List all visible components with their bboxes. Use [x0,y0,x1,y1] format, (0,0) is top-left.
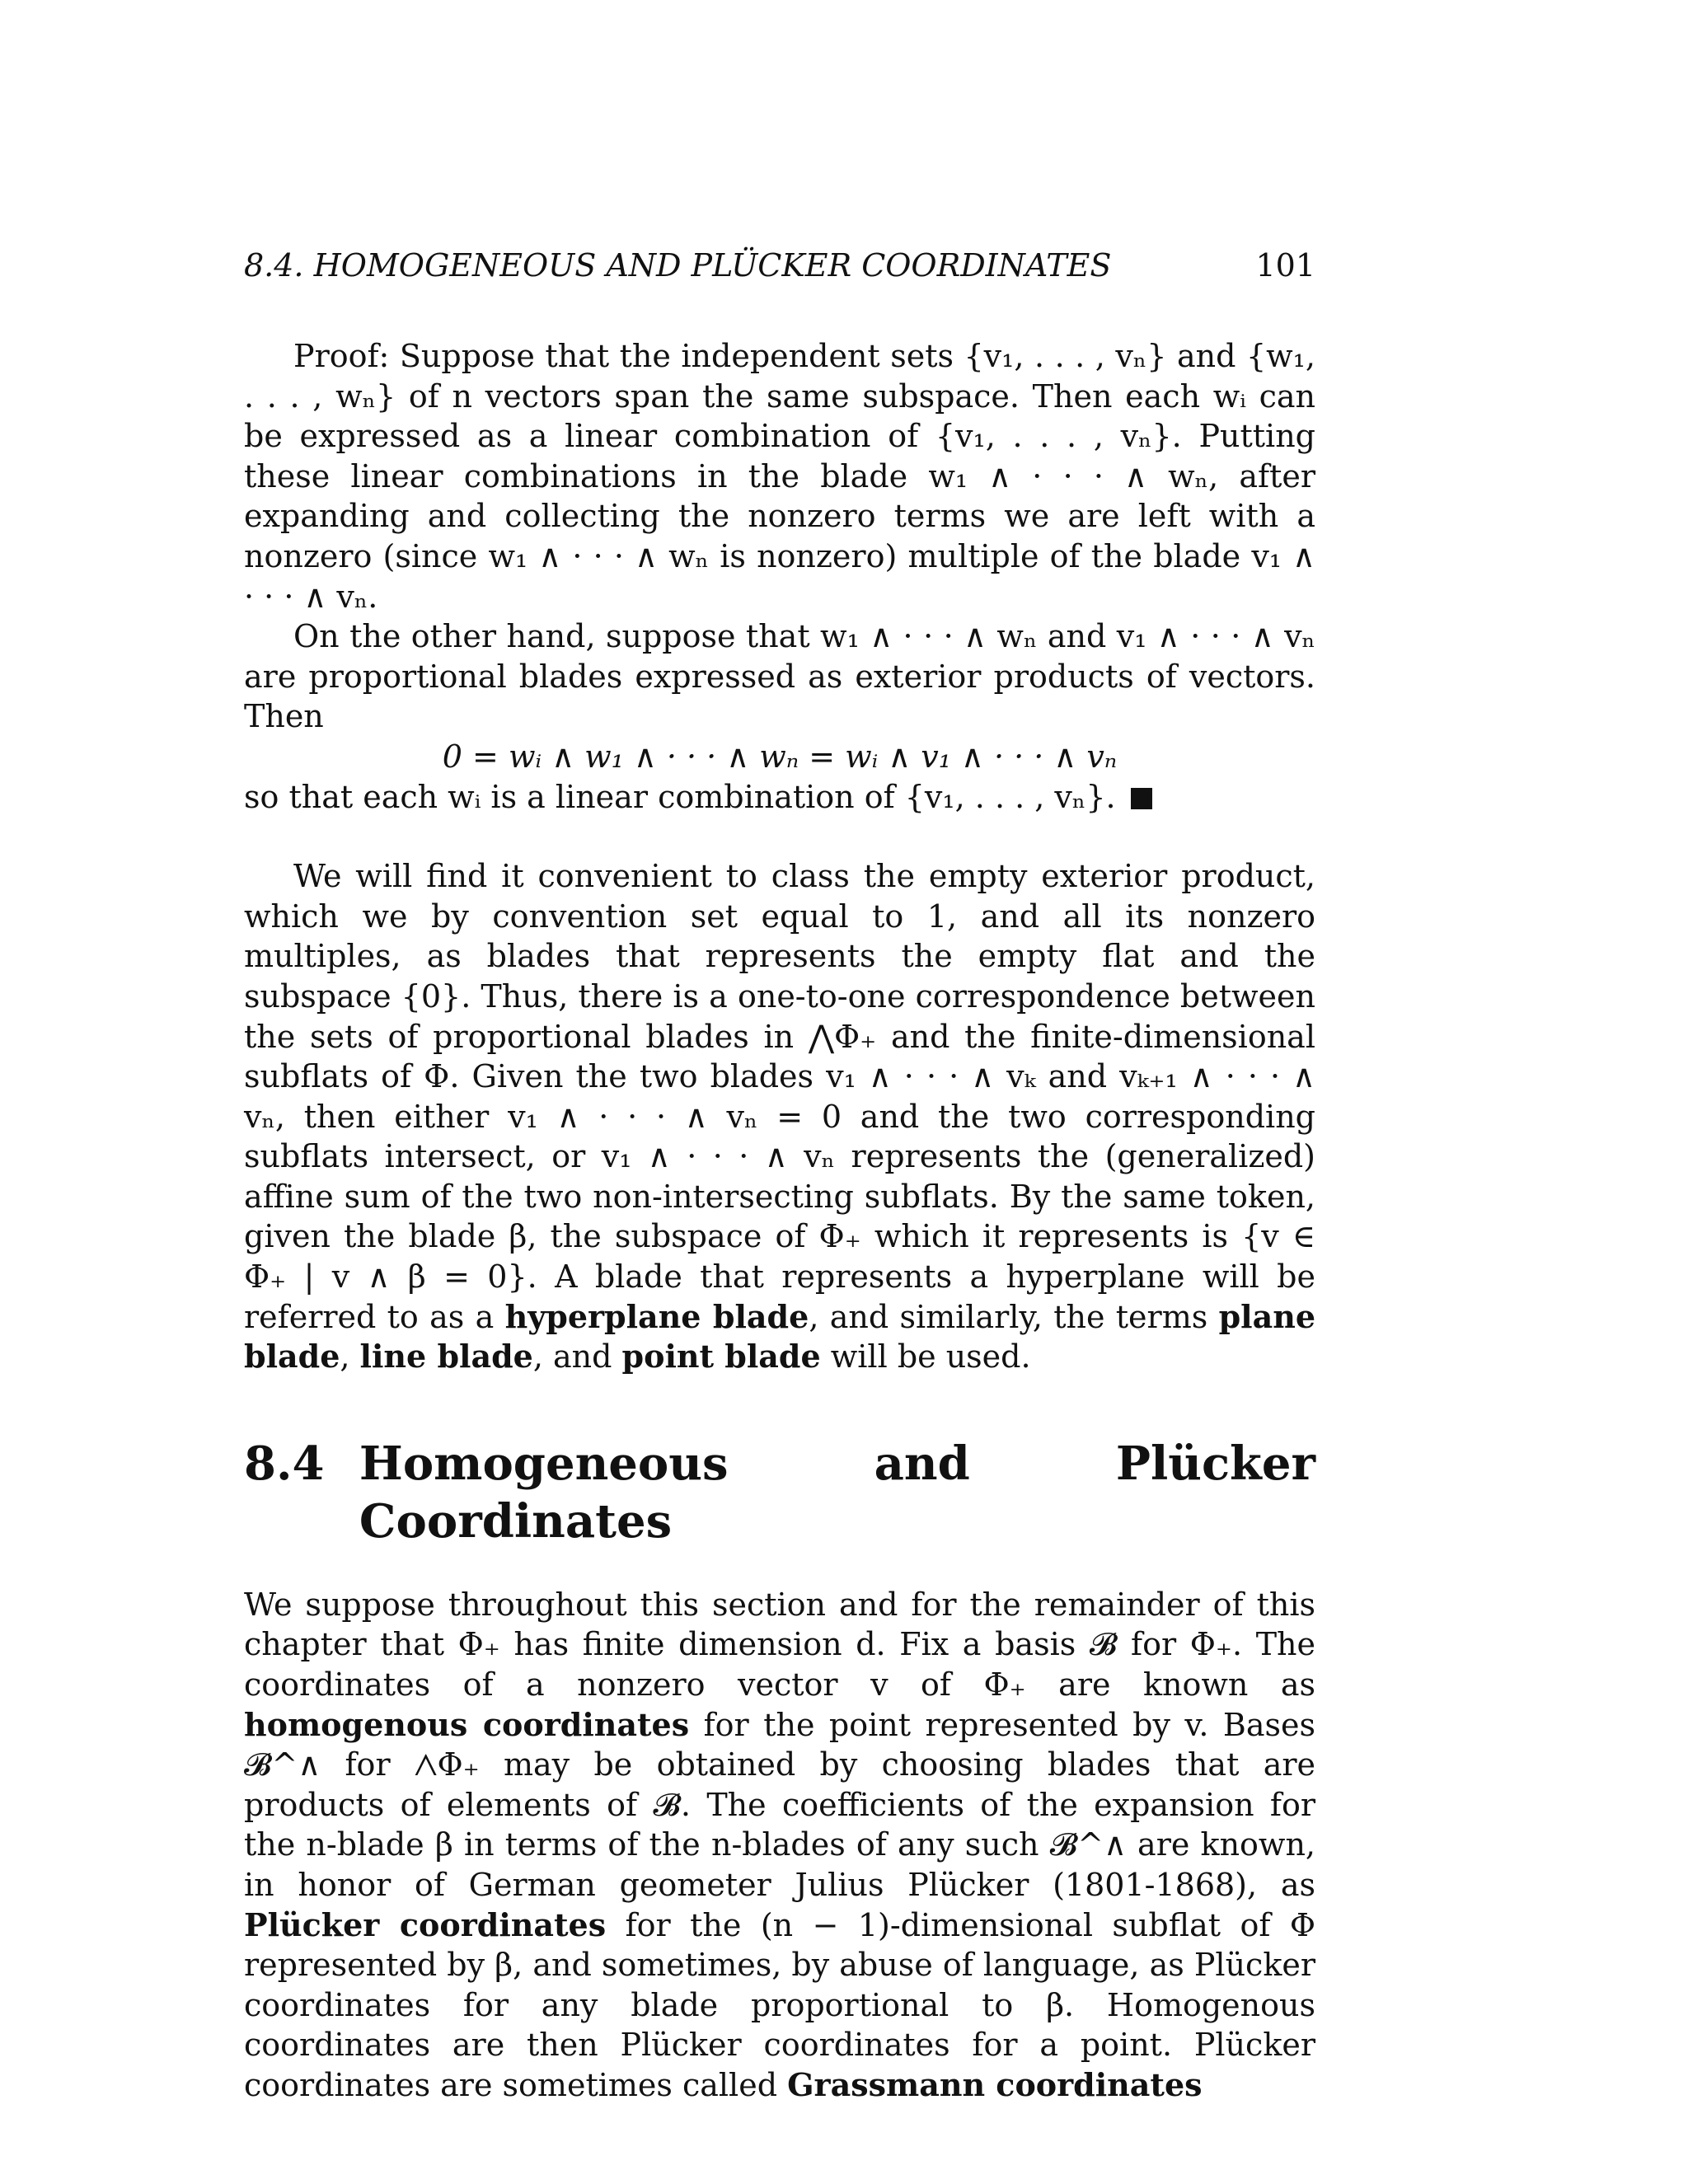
running-title: 8.4. HOMOGENEOUS AND PLÜCKER COORDINATES [244,247,1112,284]
term-point-blade: point blade [621,1338,821,1376]
proof-paragraph-1: Proof: Suppose that the independent sets {v₁, . . . , vₙ} and {w₁, . . . , wₙ} of n vectors span the same subspace. Then each wᵢ can be expressed as a linear combination of {v₁, . . . , vₙ}. Putting these linear combinations in the blade w₁ ∧ · · · ∧ wₙ, after expanding and collecting the nonzero terms we are left with a nonzero (since w₁ ∧ · · · ∧ wₙ is nonzero) multiple of the blade v₁ ∧ · · · ∧ vₙ. [244,338,1315,615]
section-paragraph [244,1585,1315,2106]
term-plucker-coordinates: Plücker coordinates [244,1905,607,1943]
blades-text: We will find it convenient to class the empty exterior product, which we by convention set equal to 1, and all its nonzero multiples, as blades that represents the empty flat and the subspace {0}. Thus, there is a one-to-one correspondence between the sets of proportional blades in ⋀Φ₊ and the finite-dimensional subflats of Φ. Given the two blades v₁ ∧ · · · ∧ vₖ and vₖ₊₁ ∧ · · · ∧ vₙ, then either v₁ ∧ · · · ∧ vₙ = 0 and the two corresponding subflats intersect, or v₁ ∧ · · · ∧ vₙ represents the (generalized) affine sum of the two non-intersecting subflats. By the same token, given the blade β, the subspace of Φ₊ which it represents is {v ∈ Φ₊ | v ∧ β = 0}. A blade that represents a hyperplane will be referred to as a [244,858,1315,1335]
section-text-2: for the point represented by v. Bases 𝓑^∧ for ⋀Φ₊ may be obtained by choosing blades that are products of elements of 𝓑. The coefficients of the expansion for the n-blade β in terms of the n-blades of any such 𝓑^∧ are known, in honor of German geometer Julius Plücker (1801-1868), as [244,1706,1316,1903]
term-grassmann-coordinates: Grassmann coordinates [787,2065,1203,2103]
section-title: Homogeneous and Plücker Coordinates [359,1436,1315,1549]
section-heading [244,1435,1315,1550]
running-header [244,247,1315,297]
paragraph-gap [244,817,1315,856]
blades-text-end: will be used. [820,1338,1031,1376]
section-number: 8.4 [244,1436,325,1491]
main-text [244,336,1315,2106]
blades-paragraph [244,856,1315,1377]
term-plane-blade: plane blade [244,1297,1315,1376]
proof-conclusion-text: so that each wᵢ is a linear combination of {v₁, . . . , vₙ}. [244,778,1116,815]
proof-paragraph-2: On the other hand, suppose that w₁ ∧ · · · ∧ wₙ and v₁ ∧ · · · ∧ vₙ are proportional blades expressed as exterior products of vectors. Then [244,618,1315,735]
blades-text-mid: , and similarly, the terms [809,1298,1219,1335]
page-number: 101 [1255,247,1315,284]
term-homogenous-coordinates: homogenous coordinates [244,1705,690,1743]
section-text-1: We suppose throughout this section and for the remainder of this chapter that Φ₊ has finite dimension d. Fix a basis 𝓑 for Φ₊. The coordinates of a nonzero vector v of Φ₊ are known as [244,1586,1315,1704]
proof-conclusion [244,777,1315,818]
term-line-blade: line blade [359,1338,533,1376]
blades-text-comma: , [340,1338,360,1376]
section-text-3: for the (n − 1)-dimensional subflat of Φ represented by β, and sometimes, by abuse of language, as Plücker coordinates for any blade proportional to β. Homogenous coordinates are then Plücker coordinates for a point. Plücker coordinates are sometimes called [244,1906,1315,2103]
qed-square-icon [1131,788,1152,809]
display-equation: 0 = wᵢ ∧ w₁ ∧ · · · ∧ wₙ = wᵢ ∧ v₁ ∧ · · · ∧ vₙ [442,738,1118,775]
term-hyperplane-blade: hyperplane blade [504,1297,809,1335]
blades-text-and: , and [532,1338,622,1376]
